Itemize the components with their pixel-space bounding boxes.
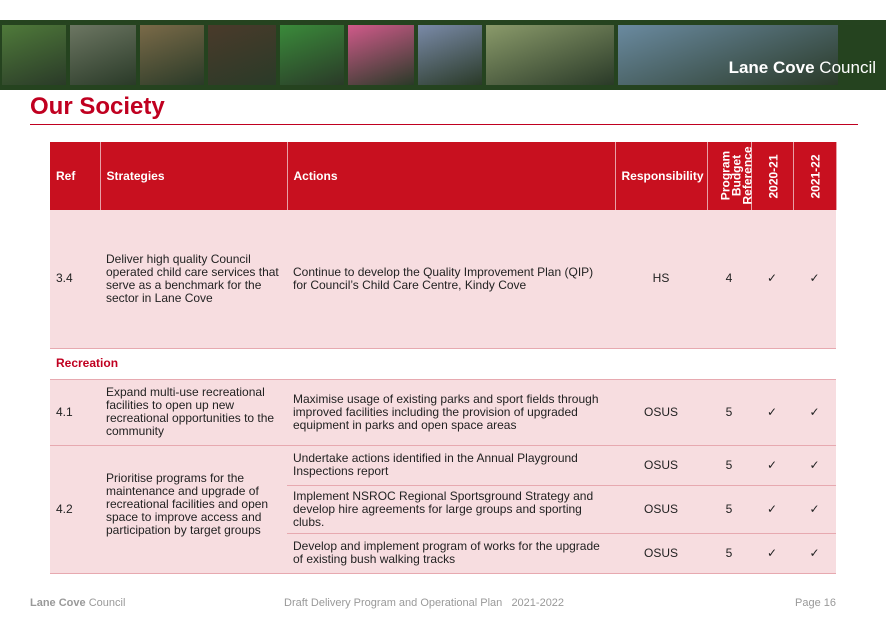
header-responsibility: Responsibility	[615, 142, 707, 210]
table-row	[50, 379, 836, 445]
strategy-cell: Deliver high quality Council operated child care services that serve as a benchmark for the sector in Lane Cove	[100, 210, 287, 348]
header-program-budget-reference	[707, 142, 755, 210]
check-icon: ✓	[751, 379, 793, 445]
plaza-photo	[486, 25, 614, 85]
ref-cell: 3.4	[50, 210, 100, 348]
ref-cell: 4.2	[50, 445, 100, 573]
header-year2-label: 2021-22	[808, 154, 823, 199]
header-actions: Actions	[287, 142, 615, 210]
responsibility-cell: OSUS	[615, 379, 707, 445]
check-icon: ✓	[793, 533, 836, 573]
footer-document	[284, 597, 564, 609]
header-banner	[0, 20, 886, 90]
check-icon: ✓	[751, 533, 793, 573]
action-cell: Continue to develop the Quality Improvement Plan (QIP) for Council’s Child Care Centre, Kindy Cove	[287, 210, 615, 348]
program-cell: 5	[707, 445, 751, 485]
footer-brand	[30, 597, 125, 609]
golf-course-photo	[2, 25, 66, 85]
header-year1-label: 2020-21	[766, 154, 781, 199]
logo-bold: Lane Cove	[728, 58, 815, 77]
action-cell: Implement NSROC Regional Sportsground Strategy and develop hire agreements for large groups and sporting clubs.	[287, 485, 615, 533]
responsibility-cell: OSUS	[615, 445, 707, 485]
strategy-cell: Prioritise programs for the maintenance and upgrade of recreational facilities and open space to improve access and participation by target groups	[100, 445, 287, 573]
check-icon: ✓	[793, 379, 836, 445]
action-cell: Develop and implement program of works for the upgrade of existing bush walking tracks	[287, 533, 615, 573]
waterfall-photo	[70, 25, 136, 85]
council-logo	[729, 58, 876, 78]
responsibility-cell: OSUS	[615, 485, 707, 533]
night-street-photo	[208, 25, 276, 85]
plan-table	[50, 142, 837, 574]
logo-regular: Council	[819, 58, 876, 77]
check-icon: ✓	[751, 210, 793, 348]
header-year1	[751, 142, 793, 210]
footer-brand-regular: Council	[88, 597, 126, 609]
footer-brand-bold: Lane Cove	[30, 597, 86, 609]
header-program-line1: Program	[718, 150, 733, 201]
table-header-row	[50, 142, 836, 210]
responsibility-cell: HS	[615, 210, 707, 348]
lorikeet-photo	[280, 25, 344, 85]
footer-page-number: Page 16	[795, 597, 836, 609]
check-icon: ✓	[793, 445, 836, 485]
check-icon: ✓	[793, 210, 836, 348]
historic-building-photo	[418, 25, 482, 85]
section-row	[50, 348, 836, 379]
table-row	[50, 210, 836, 348]
performer-photo	[348, 25, 414, 85]
festival-dancers-photo	[140, 25, 204, 85]
title-divider	[30, 124, 858, 125]
page-title: Our Society	[30, 93, 165, 120]
section-recreation: Recreation	[50, 348, 836, 379]
program-cell: 5	[707, 485, 751, 533]
table-row	[50, 445, 836, 485]
program-cell: 4	[707, 210, 751, 348]
header-year2	[793, 142, 836, 210]
header-ref: Ref	[50, 142, 100, 210]
footer-period: 2021-2022	[511, 597, 565, 609]
action-cell: Undertake actions identified in the Annual Playground Inspections report	[287, 445, 615, 485]
action-cell: Maximise usage of existing parks and sport fields through improved facilities including the provision of upgraded equipment in parks and open space areas	[287, 379, 615, 445]
responsibility-cell: OSUS	[615, 533, 707, 573]
strategy-cell: Expand multi-use recreational facilities to open up new recreational opportunities to the community	[100, 379, 287, 445]
check-icon: ✓	[751, 445, 793, 485]
check-icon: ✓	[751, 485, 793, 533]
header-program-line2: Budget	[729, 154, 744, 197]
header-strategies: Strategies	[100, 142, 287, 210]
check-icon: ✓	[793, 485, 836, 533]
header-program-line3: Reference	[740, 146, 755, 205]
program-cell: 5	[707, 379, 751, 445]
program-cell: 5	[707, 533, 751, 573]
ref-cell: 4.1	[50, 379, 100, 445]
footer-document-title: Draft Delivery Program and Operational Plan	[284, 597, 503, 609]
